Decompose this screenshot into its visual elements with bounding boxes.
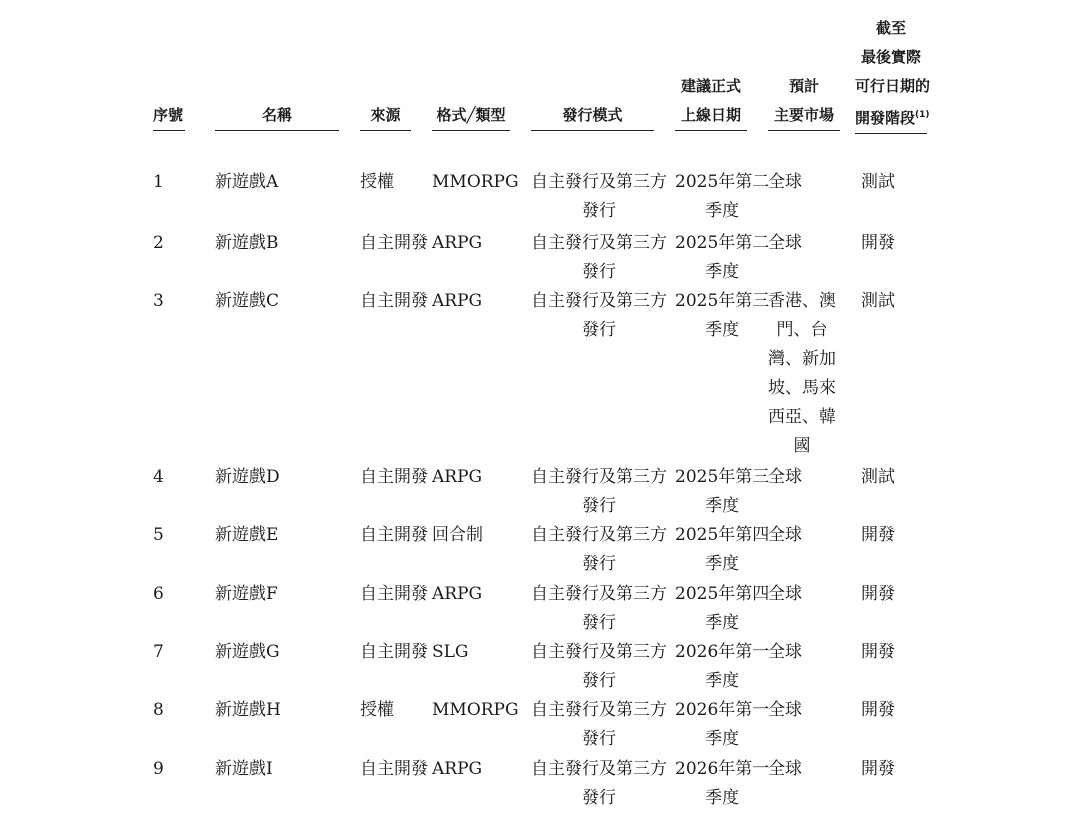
cell-no-text: 3 [153,291,164,311]
cell-market-line: 全球 [768,172,802,192]
cell-model-line: 自主發行及第三方 [531,172,667,192]
cell-stage-text: 開發 [861,584,895,604]
header-stage-footnote: (1) [915,110,930,120]
cell-market-line: 國 [793,436,811,456]
cell-market-line: 灣、新加 [768,349,836,369]
header-format-label: 格式╱類型 [436,106,506,124]
cell-format-text: ARPG [432,759,483,779]
cell-format [432,638,469,667]
cell-format-text: ARPG [432,584,483,604]
cell-stage-text: 開發 [861,759,895,779]
cell-model-line: 發行 [582,788,616,808]
cell-no [153,696,164,725]
header-stage [855,14,931,134]
cell-source [360,521,428,550]
cell-market-line: 全球 [768,467,802,487]
cell-market-line: 全球 [768,759,802,779]
cell-model-line: 自主發行及第三方 [531,233,667,253]
cell-source-text: 自主開發 [360,759,428,779]
cell-source [360,696,394,725]
cell-launch-line: 2026年第一 [675,759,770,779]
cell-launch-line: 季度 [705,729,740,749]
cell-launch-line: 季度 [705,201,740,221]
cell-launch-line: 季度 [705,320,740,340]
cell-format-text: MMORPG [432,700,519,720]
cell-name-text: 新遊戲E [215,525,279,545]
cell-source-text: 自主開發 [360,525,428,545]
header-source-label: 來源 [370,106,401,124]
header-stage-line2: 最後實際 [860,48,921,66]
cell-model-line: 發行 [582,613,616,633]
cell-market-line: 香港、澳 [768,291,836,311]
cell-name [215,463,280,492]
cell-market-line: 全球 [768,233,802,253]
cell-model [531,696,667,754]
header-name [215,101,339,131]
cell-launch-line: 季度 [705,613,740,633]
cell-name-text: 新遊戲H [215,700,281,720]
cell-launch-line: 2025年第三 [675,291,770,311]
cell-source-text: 授權 [360,172,394,192]
header-stage-line1: 截至 [875,19,906,37]
cell-market-line: 門、台 [776,320,828,340]
cell-name-text: 新遊戲G [215,642,280,662]
cell-no-text: 9 [153,759,164,779]
cell-stage [861,580,895,609]
cell-market [768,463,802,492]
cell-source-text: 授權 [360,700,394,720]
cell-model [531,580,667,638]
cell-no [153,580,164,609]
cell-launch-line: 2026年第一 [675,642,770,662]
cell-model [531,287,667,345]
cell-model [531,755,667,813]
cell-format [432,168,519,197]
cell-market [768,229,802,258]
header-format [432,101,510,131]
cell-market [768,755,802,784]
cell-stage [861,696,895,725]
cell-launch [675,696,769,754]
cell-market-line: 全球 [768,525,802,545]
cell-no [153,287,164,316]
cell-model-line: 自主發行及第三方 [531,759,667,779]
header-stage-line3: 可行日期的 [855,77,931,95]
cell-market-line: 全球 [768,584,802,604]
cell-model-line: 發行 [582,496,616,516]
cell-source-text: 自主開發 [360,642,428,662]
cell-name-text: 新遊戲C [215,291,280,311]
cell-model-line: 發行 [582,554,616,574]
cell-name [215,229,279,258]
cell-model [531,521,667,579]
cell-model-line: 自主發行及第三方 [531,525,667,545]
cell-model-line: 發行 [582,201,616,221]
cell-market [768,168,802,197]
header-market-line1: 預計 [788,77,819,95]
cell-name [215,287,279,316]
cell-no [153,229,164,258]
cell-source [360,580,428,609]
cell-model [531,463,667,521]
cell-launch [675,229,769,287]
header-launch [675,72,747,131]
cell-name [215,521,278,550]
cell-launch-line: 2025年第二 [675,233,770,253]
cell-no [153,755,164,784]
cell-format [432,463,482,492]
cell-source [360,229,428,258]
cell-name [215,696,281,725]
cell-format-text: ARPG [432,233,483,253]
cell-name [215,638,280,667]
cell-no-text: 2 [153,233,164,253]
header-launch-line1: 建議正式 [680,77,741,95]
cell-name-text: 新遊戲I [215,759,273,779]
cell-source-text: 自主開發 [360,584,428,604]
cell-model-line: 自主發行及第三方 [531,467,667,487]
cell-format [432,755,482,784]
cell-format [432,287,482,316]
cell-launch-line: 2025年第四 [675,525,770,545]
cell-launch [675,755,769,813]
header-model [531,101,654,131]
cell-launch [675,463,769,521]
cell-launch [675,638,769,696]
cell-no [153,521,164,550]
cell-stage [861,755,895,784]
cell-model [531,229,667,287]
cell-stage [861,463,895,492]
cell-source-text: 自主開發 [360,291,428,311]
cell-market [768,287,836,461]
cell-no [153,463,164,492]
cell-market-line: 全球 [768,700,802,720]
cell-no [153,638,164,667]
cell-stage [861,521,895,550]
cell-market-line: 西亞、韓 [768,407,836,427]
cell-launch-line: 2025年第四 [675,584,770,604]
cell-source-text: 自主開發 [360,467,428,487]
cell-format-text: ARPG [432,291,483,311]
cell-launch [675,580,769,638]
cell-model-line: 自主發行及第三方 [531,584,667,604]
cell-market [768,696,802,725]
cell-market [768,521,802,550]
header-name-label: 名稱 [261,106,292,124]
cell-launch [675,168,769,226]
cell-no [153,168,164,197]
cell-launch-line: 季度 [705,496,740,516]
cell-launch-line: 季度 [705,788,740,808]
cell-source-text: 自主開發 [360,233,428,253]
cell-launch-line: 2026年第一 [675,700,770,720]
header-no [153,101,185,131]
cell-stage [861,168,895,197]
cell-no-text: 8 [153,700,164,720]
cell-market-line: 全球 [768,642,802,662]
header-model-label: 發行模式 [562,106,623,124]
cell-stage [861,229,895,258]
cell-stage-text: 開發 [861,233,895,253]
header-launch-line2: 上線日期 [680,106,741,124]
cell-model-line: 發行 [582,262,616,282]
header-stage-line4: 開發階段 [855,109,916,127]
cell-source [360,755,428,784]
cell-stage-text: 開發 [861,525,895,545]
cell-format [432,229,482,258]
cell-no-text: 7 [153,642,164,662]
cell-source [360,463,428,492]
cell-format [432,580,482,609]
cell-stage [861,638,895,667]
cell-source [360,287,428,316]
cell-no-text: 1 [153,172,164,192]
cell-stage-text: 測試 [861,467,895,487]
cell-market [768,580,802,609]
cell-name [215,580,278,609]
cell-launch-line: 季度 [705,262,740,282]
cell-market [768,638,802,667]
header-no-label: 序號 [153,106,184,124]
cell-format [432,521,483,550]
cell-format-text: ARPG [432,467,483,487]
header-market [768,72,840,131]
cell-stage-text: 開發 [861,642,895,662]
cell-name-text: 新遊戲B [215,233,279,253]
cell-format-text: 回合制 [432,525,483,545]
cell-stage-text: 測試 [861,172,895,192]
cell-stage-text: 開發 [861,700,895,720]
cell-name-text: 新遊戲F [215,584,278,604]
cell-format-text: MMORPG [432,172,519,192]
cell-launch [675,287,769,345]
cell-launch-line: 季度 [705,671,740,691]
cell-launch-line: 2025年第二 [675,172,770,192]
header-market-line2: 主要市場 [773,106,834,124]
cell-stage-text: 測試 [861,291,895,311]
cell-launch [675,521,769,579]
cell-launch-line: 季度 [705,554,740,574]
cell-model [531,168,667,226]
cell-format [432,696,519,725]
cell-name-text: 新遊戲D [215,467,280,487]
cell-name-text: 新遊戲A [215,172,279,192]
cell-stage [861,287,895,316]
cell-model-line: 發行 [582,320,616,340]
cell-model-line: 自主發行及第三方 [531,642,667,662]
cell-model-line: 自主發行及第三方 [531,291,667,311]
cell-model-line: 自主發行及第三方 [531,700,667,720]
cell-no-text: 5 [153,525,164,545]
cell-name [215,168,278,197]
cell-format-text: SLG [432,642,469,662]
cell-source [360,168,394,197]
cell-model-line: 發行 [582,729,616,749]
cell-launch-line: 2025年第三 [675,467,770,487]
cell-source [360,638,428,667]
cell-no-text: 4 [153,467,164,487]
cell-model-line: 發行 [582,671,616,691]
cell-market-line: 坡、馬來 [768,378,836,398]
cell-name [215,755,273,784]
cell-no-text: 6 [153,584,164,604]
header-source [360,101,411,131]
cell-model [531,638,667,696]
